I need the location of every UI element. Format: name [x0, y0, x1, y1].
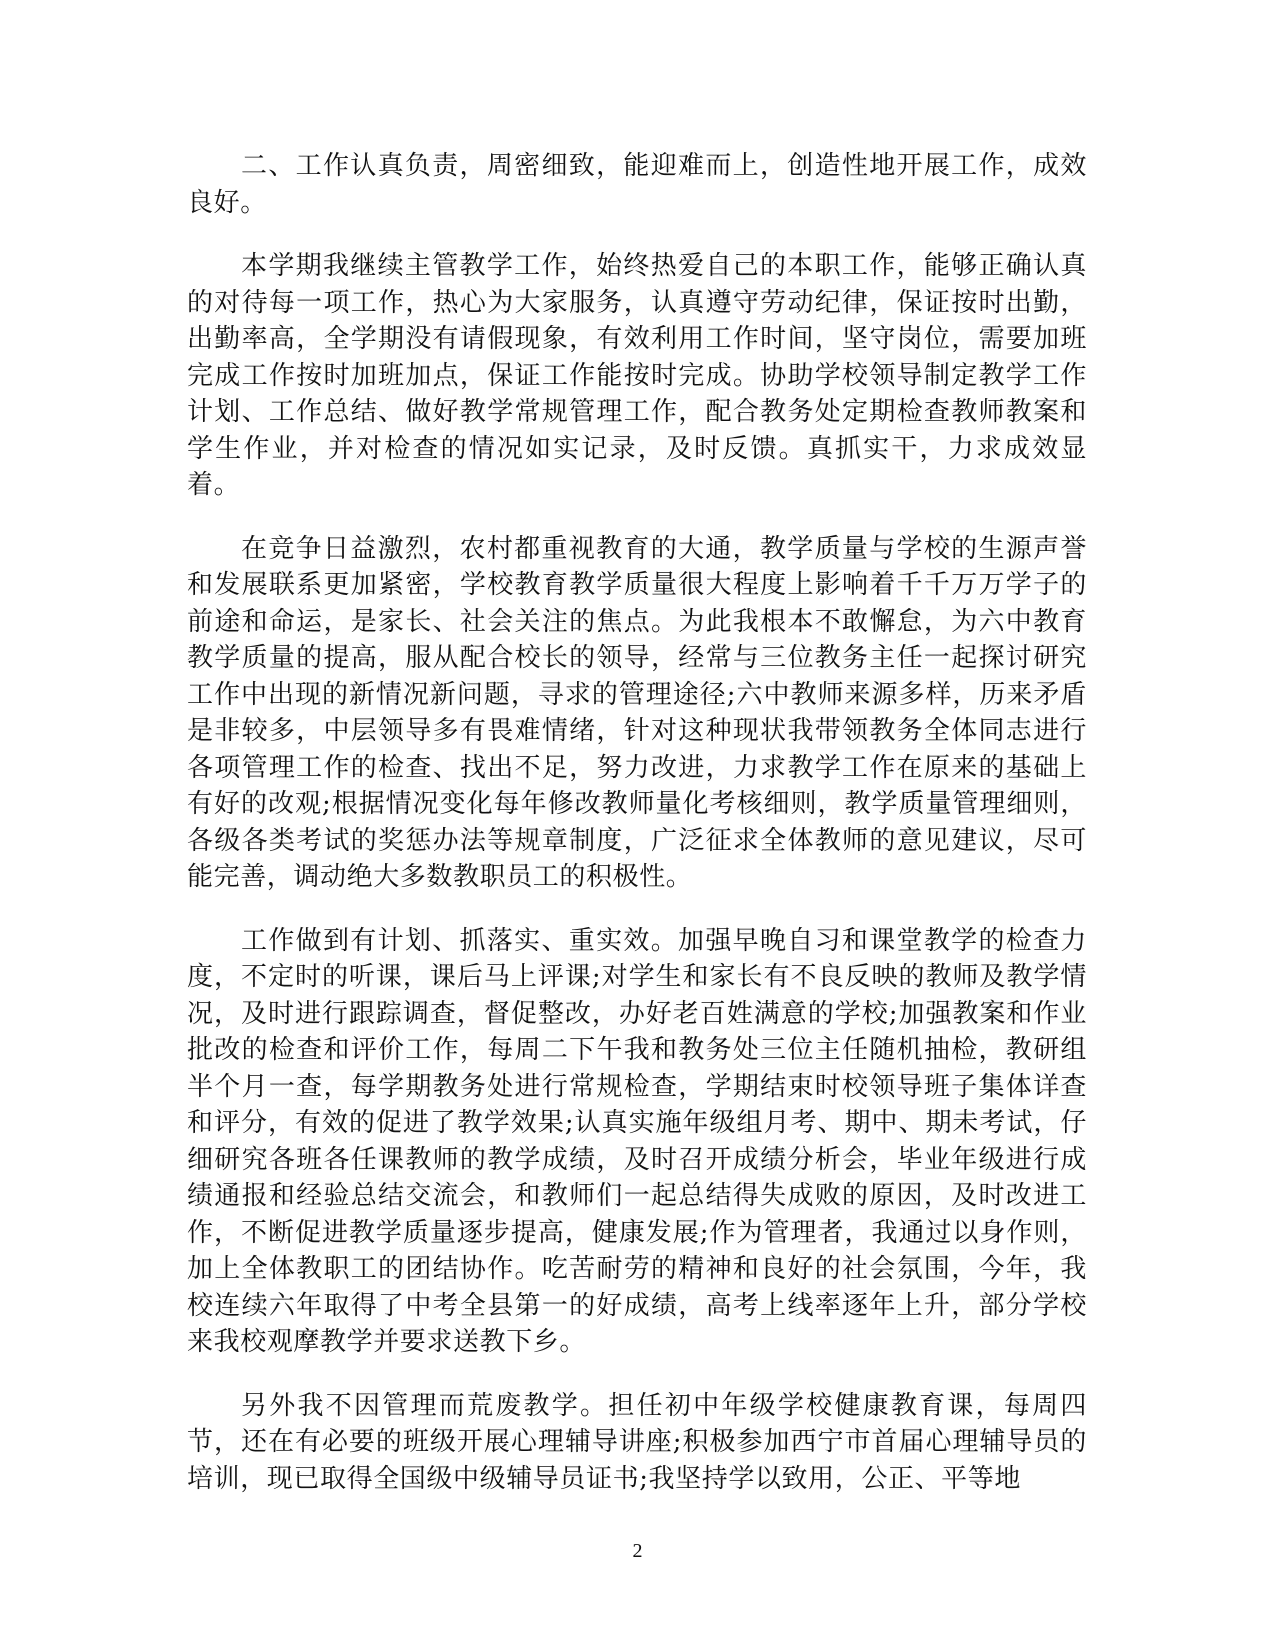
paragraph-heading-2: 二、工作认真负责，周密细致，能迎难而上，创造性地开展工作，成效良好。: [187, 151, 1087, 218]
document-body: [187, 148, 1087, 1524]
paragraph-teaching-duties: 另外我不因管理而荒废教学。担任初中年级学校健康教育课，每周四节，还在有必要的班级开展心理辅导讲座;积极参加西宁市首届心理辅导员的培训，现已取得全国级中级辅导员证书;我坚持学以致用，公正、平等地: [187, 1390, 1087, 1494]
paragraph-teaching-quality: 在竞争日益激烈，农村都重视教育的大通，教学质量与学校的生源声誉和发展联系更加紧密，学校教育教学质量很大程度上影响着千千万万学子的前途和命运，是家长、社会关注的焦点。为此我根本不敢懈怠，为六中教育教学质量的提高，服从配合校长的领导，经常与三位教务主任一起探讨研究工作中出现的新情况新问题，寻求的管理途径;六中教师来源多样，历来矛盾是非较多，中层领导多有畏难情绪，针对这种现状我带领教务全体同志进行各项管理工作的检查、找出不足，努力改进，力求教学工作在原来的基础上有好的改观;根据情况变化每年修改教师量化考核细则，教学质量管理细则，各级各类考试的奖惩办法等规章制度，广泛征求全体教师的意见建议，尽可能完善，调动绝大多数教职员工的积极性。: [187, 533, 1087, 892]
paragraph-work-attitude: 本学期我继续主管教学工作，始终热爱自己的本职工作，能够正确认真的对待每一项工作，热心为大家服务，认真遵守劳动纪律，保证按时出勤，出勤率高，全学期没有请假现象，有效利用工作时间，坚守岗位，需要加班完成工作按时加班加点，保证工作能按时完成。协助学校领导制定教学工作计划、工作总结、做好教学常规管理工作，配合教务处定期检查教师教案和学生作业，并对检查的情况如实记录，及时反馈。真抓实干，力求成效显着。: [187, 251, 1087, 500]
page-number: 2: [632, 1540, 643, 1562]
paragraph-work-plan: 工作做到有计划、抓落实、重实效。加强早晚自习和课堂教学的检查力度，不定时的听课，课后马上评课;对学生和家长有不良反映的教师及教学情况，及时进行跟踪调查，督促整改，办好老百姓满意的学校;加强教案和作业批改的检查和评价工作，每周二下午我和教务处三位主任随机抽检，教研组半个月一查，每学期教务处进行常规检查，学期结束时校领导班子集体详查和评分，有效的促进了教学效果;认真实施年级组月考、期中、期未考试，仔细研究各班各任课教师的教学成绩，及时召开成绩分析会，毕业年级进行成绩通报和经验总结交流会，和教师们一起总结得失成败的原因，及时改进工作，不断促进教学质量逐步提高，健康发展;作为管理者，我通过以身作则，加上全体教职工的团结协作。吃苦耐劳的精神和良好的社会氛围，今年，我校连续六年取得了中考全县第一的好成绩，高考上线率逐年上升，部分学校来我校观摩教学并要求送教下乡。: [187, 925, 1087, 1357]
